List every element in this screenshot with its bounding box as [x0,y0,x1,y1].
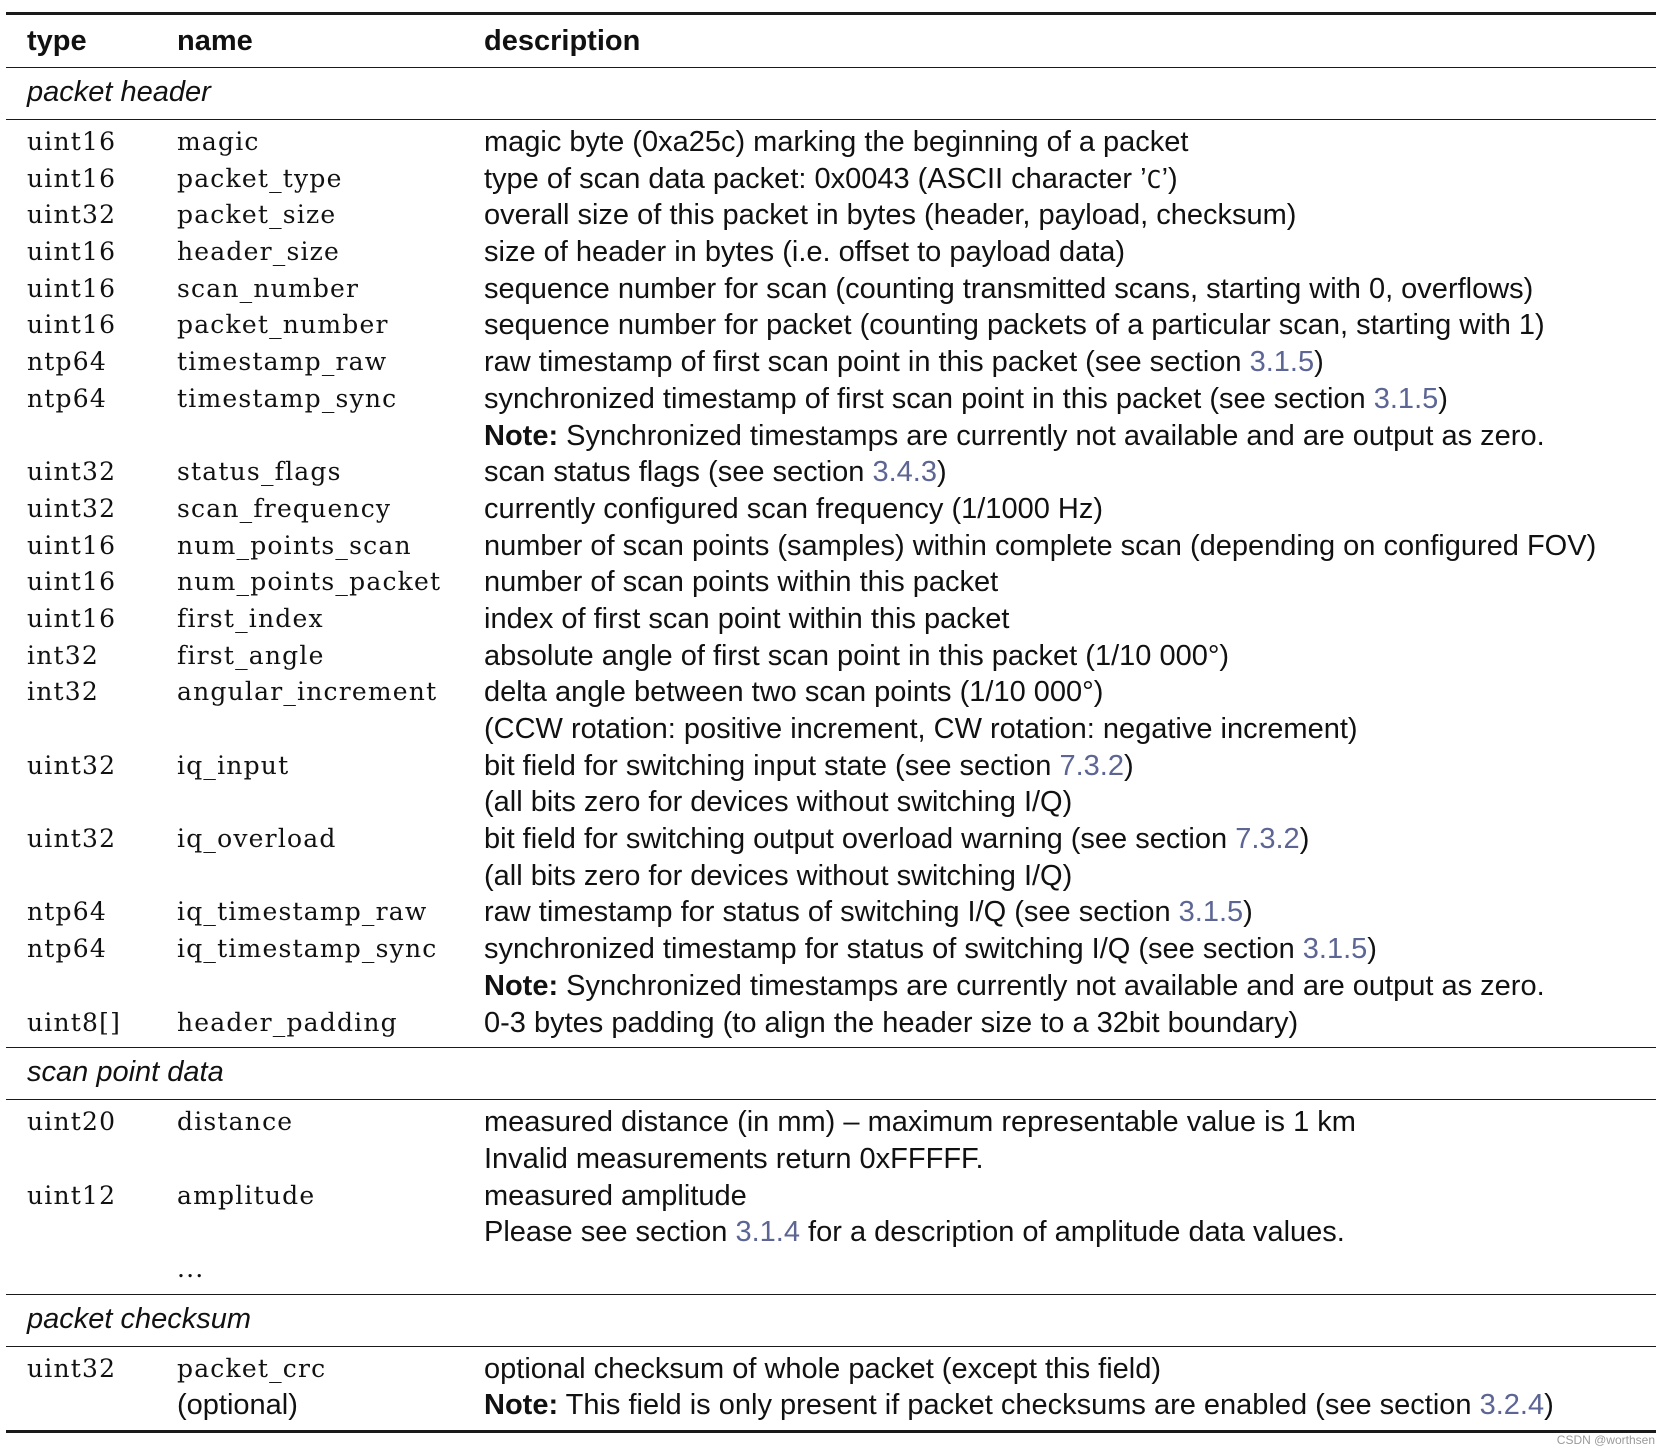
col-type-header: type [27,25,87,57]
table-row [6,528,1656,565]
table-row [6,1005,1656,1042]
field-name: iq_timestamp_sync [177,934,438,964]
field-type: ntp64 [27,347,107,377]
section-scan-point-data [6,1048,1656,1099]
field-description: optional checksum of whole packet (except this field) [484,1352,1162,1385]
table-row [6,124,1656,161]
table-row [6,491,1656,528]
field-description: raw timestamp for status of switching I/Q (see section 3.1.5) [484,896,1253,929]
field-description: magic byte (0xa25c) marking the beginning of a packet [484,126,1189,158]
field-name: distance [177,1107,294,1137]
section-ref-link[interactable]: 3.2.4 [1479,1389,1545,1422]
table-row [6,234,1656,271]
table-row-continuation [6,858,1656,895]
field-note: Note: Synchronized timestamps are currently not available and are output as zero. [484,419,1545,452]
section-title: packet header [27,76,211,108]
field-description: measured amplitude [484,1179,747,1212]
field-description: overall size of this packet in bytes (header, payload, checksum) [484,199,1297,232]
field-name: packet_size [177,200,337,230]
field-description-cont: (all bits zero for devices without switching I/Q) [484,859,1073,892]
section-ref-link[interactable]: 3.1.5 [1373,382,1439,415]
note-label: Note: [484,969,559,1002]
field-description: bit field for switching output overload warning (see section 7.3.2) [484,823,1310,856]
table-row-ellipsis [6,1251,1656,1288]
table-row [6,821,1656,858]
field-type: int32 [27,640,99,670]
table-row [6,454,1656,491]
field-description: size of header in bytes (i.e. offset to payload data) [484,236,1126,269]
field-name: header_padding [177,1007,398,1037]
field-description-cont: Invalid measurements return 0xFFFFF. [484,1142,984,1175]
field-type: uint16 [27,603,117,633]
table-row-continuation [6,1141,1656,1178]
field-type: uint8[] [27,1007,122,1037]
field-description: number of scan points within this packet [484,566,999,599]
field-name: amplitude [177,1180,316,1210]
field-type: uint16 [27,273,117,303]
section-packet-header [6,68,1656,119]
field-type: uint32 [27,200,117,230]
field-name: status_flags [177,457,342,487]
field-name: first_angle [177,640,325,670]
table-row-continuation [6,968,1656,1005]
field-description: sequence number for packet (counting packets of a particular scan, starting with 1) [484,309,1545,342]
field-note: Note: This field is only present if packet checksums are enabled (see section 3.2.4) [484,1389,1554,1422]
field-type: ntp64 [27,383,107,413]
field-name: iq_input [177,750,290,780]
section-title: scan point data [27,1056,224,1089]
table-row [6,344,1656,381]
field-description: raw timestamp of first scan point in this packet (see section 3.1.5) [484,346,1324,379]
table-row [6,1104,1656,1141]
field-description-cont: (all bits zero for devices without switching I/Q) [484,786,1073,819]
field-description: number of scan points (samples) within complete scan (depending on configured FOV) [484,529,1597,562]
section-title: packet checksum [27,1302,252,1335]
section-ref-link[interactable]: 3.1.5 [1302,933,1368,966]
field-name: num_points_scan [177,530,412,560]
field-type: uint16 [27,127,117,156]
field-type: uint32 [27,1353,117,1383]
field-description: currently configured scan frequency (1/1000 Hz) [484,492,1103,525]
field-description: sequence number for scan (counting transmitted scans, starting with 0, overflows) [484,272,1534,305]
table-row [6,1178,1656,1215]
field-name: packet_crc [177,1353,327,1383]
field-name-qualifier: (optional) [177,1389,298,1422]
field-name: iq_overload [177,824,337,854]
table-row-continuation [6,784,1656,821]
field-description: absolute angle of first scan point in this packet (1/10 000°) [484,639,1230,672]
field-description: synchronized timestamp of first scan point in this packet (see section 3.1.5) [484,382,1448,415]
field-type: uint20 [27,1107,117,1137]
note-label: Note: [484,1389,559,1422]
field-name: packet_type [177,163,343,193]
table-row [6,564,1656,601]
field-description: delta angle between two scan points (1/10 000°) [484,676,1104,709]
field-type: uint16 [27,163,117,193]
field-description: synchronized timestamp for status of switching I/Q (see section 3.1.5) [484,933,1377,966]
ellipsis: ... [177,1253,205,1283]
table-row [6,601,1656,638]
field-name: num_points_packet [177,567,442,597]
field-name: timestamp_raw [177,347,388,377]
field-type: uint32 [27,457,117,487]
table-row [6,638,1656,675]
field-description-cont: (CCW rotation: positive increment, CW rotation: negative increment) [484,713,1358,745]
section-ref-link[interactable]: 7.3.2 [1059,749,1124,782]
field-type: uint16 [27,310,117,340]
col-name-header: name [177,25,253,57]
field-name: header_size [177,237,341,267]
section-ref-link[interactable]: 3.4.3 [872,456,937,489]
field-description: measured distance (in mm) – maximum representable value is 1 km [484,1106,1356,1139]
field-type: ntp64 [27,934,107,964]
table-row [6,931,1656,968]
inline-code: C [1146,164,1162,194]
field-name: scan_frequency [177,493,392,523]
table-row [6,271,1656,308]
field-type: uint16 [27,237,117,267]
table-row-continuation [6,1214,1656,1251]
field-type: uint16 [27,530,117,560]
table-row [6,674,1656,711]
table-row [6,894,1656,931]
field-description: scan status flags (see section 3.4.3) [484,456,947,489]
table-row [6,381,1656,418]
field-description: bit field for switching input state (see section 7.3.2) [484,749,1134,782]
section-packet-checksum [6,1295,1656,1346]
watermark-credit: CSDN @worthsen [1556,1433,1655,1447]
field-type: ntp64 [27,897,107,927]
table-row [6,1351,1656,1388]
field-description: type of scan data packet: 0x0043 (ASCII character ’C’) [484,162,1178,195]
field-description-cont: Please see section 3.1.4 for a description of amplitude data values. [484,1216,1345,1249]
table-row-continuation [6,711,1656,748]
table-row [6,197,1656,234]
field-name: first_index [177,603,324,633]
field-name: magic [177,127,260,156]
col-description-header: description [484,25,641,57]
section-ref-link[interactable]: 3.1.4 [735,1216,800,1249]
field-description: index of first scan point within this packet [484,602,1010,635]
field-name: iq_timestamp_raw [177,897,428,927]
field-type: int32 [27,677,99,707]
section-ref-link[interactable]: 3.1.5 [1178,896,1244,929]
table-row [6,307,1656,344]
note-label: Note: [484,419,559,452]
field-type: uint32 [27,493,117,523]
packet-format-table [6,12,1656,1433]
table-row-continuation [6,1387,1656,1424]
field-type: uint32 [27,750,117,780]
table-row-continuation [6,418,1656,455]
field-name: packet_number [177,310,389,340]
field-note: Note: Synchronized timestamps are currently not available and are output as zero. [484,969,1545,1002]
section-ref-link[interactable]: 7.3.2 [1235,823,1300,856]
table-header-row [6,15,1656,67]
field-type: uint12 [27,1180,117,1210]
field-name: scan_number [177,273,360,303]
field-name: angular_increment [177,677,438,707]
field-description: 0-3 bytes padding (to align the header size to a 32bit boundary) [484,1006,1299,1039]
field-type: uint32 [27,824,117,854]
table-row [6,748,1656,785]
field-name: timestamp_sync [177,383,398,413]
field-type: uint16 [27,567,117,597]
bottom-rule [6,1430,1656,1433]
section-ref-link[interactable]: 3.1.5 [1249,346,1315,379]
table-row [6,161,1656,198]
